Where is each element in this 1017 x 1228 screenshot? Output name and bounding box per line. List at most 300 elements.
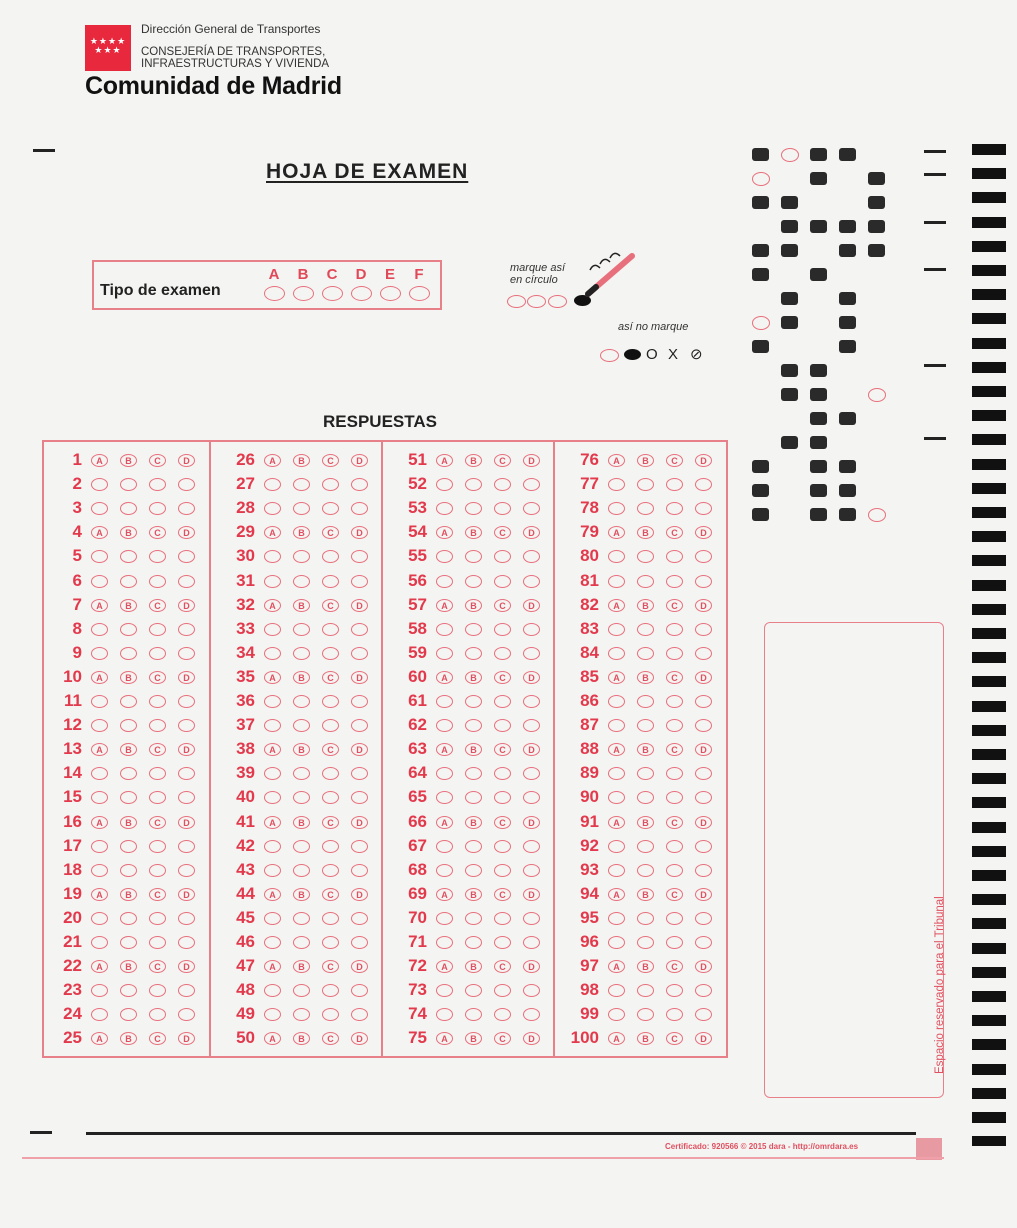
answer-bubble-a[interactable] [436, 912, 453, 925]
answer-bubble-c[interactable] [494, 719, 511, 732]
answer-bubble-a[interactable]: A [91, 1032, 108, 1045]
answer-bubble-b[interactable]: B [465, 671, 482, 684]
answer-bubble-a[interactable] [436, 647, 453, 660]
answer-bubble-b[interactable]: B [293, 454, 310, 467]
answer-bubble-d[interactable]: D [695, 454, 712, 467]
answer-bubble-a[interactable] [436, 791, 453, 804]
answer-bubble-c[interactable] [666, 912, 683, 925]
answer-bubble-b[interactable] [120, 719, 137, 732]
answer-bubble-a[interactable] [436, 984, 453, 997]
answer-bubble-a[interactable] [436, 936, 453, 949]
answer-bubble-b[interactable] [465, 647, 482, 660]
answer-bubble-a[interactable] [264, 912, 281, 925]
answer-bubble-d[interactable] [523, 767, 540, 780]
answer-bubble-b[interactable]: B [465, 454, 482, 467]
answer-bubble-c[interactable] [666, 502, 683, 515]
answer-bubble-c[interactable] [666, 478, 683, 491]
answer-bubble-a[interactable]: A [436, 671, 453, 684]
answer-bubble-b[interactable]: B [465, 1032, 482, 1045]
answer-bubble-b[interactable]: B [120, 816, 137, 829]
answer-bubble-a[interactable]: A [264, 454, 281, 467]
answer-bubble-a[interactable] [264, 478, 281, 491]
answer-bubble-c[interactable] [322, 575, 339, 588]
answer-bubble-a[interactable]: A [264, 599, 281, 612]
answer-bubble-c[interactable] [149, 647, 166, 660]
answer-bubble-b[interactable]: B [120, 599, 137, 612]
answer-bubble-d[interactable] [523, 550, 540, 563]
answer-bubble-c[interactable]: C [494, 526, 511, 539]
answer-bubble-c[interactable] [494, 840, 511, 853]
answer-bubble-d[interactable] [178, 840, 195, 853]
answer-bubble-d[interactable]: D [523, 599, 540, 612]
answer-bubble-d[interactable] [178, 719, 195, 732]
answer-bubble-a[interactable]: A [608, 816, 625, 829]
answer-bubble-a[interactable]: A [608, 454, 625, 467]
answer-bubble-d[interactable] [351, 478, 368, 491]
answer-bubble-a[interactable] [608, 767, 625, 780]
answer-bubble-b[interactable] [120, 478, 137, 491]
answer-bubble-a[interactable] [436, 719, 453, 732]
answer-bubble-c[interactable] [666, 1008, 683, 1021]
answer-bubble-c[interactable]: C [494, 599, 511, 612]
answer-bubble-c[interactable] [666, 864, 683, 877]
answer-bubble-d[interactable] [523, 502, 540, 515]
answer-bubble-a[interactable] [91, 912, 108, 925]
answer-bubble-d[interactable] [178, 647, 195, 660]
answer-bubble-b[interactable] [637, 550, 654, 563]
answer-bubble-d[interactable]: D [695, 526, 712, 539]
answer-bubble-a[interactable] [91, 695, 108, 708]
answer-bubble-a[interactable] [264, 840, 281, 853]
answer-bubble-b[interactable] [637, 791, 654, 804]
answer-bubble-a[interactable] [608, 791, 625, 804]
answer-bubble-c[interactable] [666, 550, 683, 563]
answer-bubble-b[interactable] [293, 550, 310, 563]
answer-bubble-d[interactable] [695, 791, 712, 804]
answer-bubble-c[interactable] [494, 1008, 511, 1021]
answer-bubble-d[interactable]: D [695, 599, 712, 612]
answer-bubble-c[interactable]: C [494, 743, 511, 756]
answer-bubble-c[interactable]: C [666, 454, 683, 467]
answer-bubble-b[interactable]: B [293, 888, 310, 901]
answer-bubble-c[interactable]: C [494, 1032, 511, 1045]
answer-bubble-b[interactable]: B [465, 526, 482, 539]
answer-bubble-c[interactable] [322, 623, 339, 636]
answer-bubble-a[interactable]: A [608, 1032, 625, 1045]
answer-bubble-b[interactable] [293, 575, 310, 588]
tipo-bubble-e[interactable] [380, 286, 401, 301]
answer-bubble-c[interactable] [666, 767, 683, 780]
answer-bubble-a[interactable]: A [91, 671, 108, 684]
answer-bubble-d[interactable] [695, 767, 712, 780]
answer-bubble-c[interactable] [149, 550, 166, 563]
answer-bubble-b[interactable] [637, 478, 654, 491]
answer-bubble-c[interactable] [322, 647, 339, 660]
answer-bubble-a[interactable] [264, 695, 281, 708]
answer-bubble-c[interactable] [666, 719, 683, 732]
answer-bubble-b[interactable] [120, 550, 137, 563]
answer-bubble-c[interactable] [149, 864, 166, 877]
answer-bubble-b[interactable]: B [120, 960, 137, 973]
answer-bubble-d[interactable] [695, 864, 712, 877]
answer-bubble-a[interactable] [264, 767, 281, 780]
answer-bubble-b[interactable] [637, 864, 654, 877]
answer-bubble-c[interactable] [149, 936, 166, 949]
answer-bubble-d[interactable] [178, 791, 195, 804]
answer-bubble-b[interactable] [465, 550, 482, 563]
answer-bubble-d[interactable] [523, 719, 540, 732]
answer-bubble-a[interactable] [91, 1008, 108, 1021]
answer-bubble-b[interactable] [120, 695, 137, 708]
answer-bubble-a[interactable]: A [91, 888, 108, 901]
answer-bubble-a[interactable]: A [91, 526, 108, 539]
answer-bubble-c[interactable] [149, 695, 166, 708]
answer-bubble-c[interactable] [666, 695, 683, 708]
answer-bubble-d[interactable] [178, 1008, 195, 1021]
answer-bubble-d[interactable] [351, 767, 368, 780]
answer-bubble-d[interactable] [523, 791, 540, 804]
answer-bubble-b[interactable] [465, 912, 482, 925]
answer-bubble-b[interactable] [293, 936, 310, 949]
answer-bubble-b[interactable] [465, 695, 482, 708]
answer-bubble-c[interactable]: C [322, 960, 339, 973]
answer-bubble-a[interactable] [436, 840, 453, 853]
answer-bubble-b[interactable] [120, 791, 137, 804]
answer-bubble-b[interactable] [120, 767, 137, 780]
answer-bubble-d[interactable] [695, 550, 712, 563]
answer-bubble-a[interactable]: A [608, 888, 625, 901]
answer-bubble-b[interactable]: B [637, 960, 654, 973]
answer-bubble-d[interactable] [178, 575, 195, 588]
answer-bubble-d[interactable] [695, 984, 712, 997]
answer-bubble-a[interactable] [436, 767, 453, 780]
answer-bubble-a[interactable] [608, 695, 625, 708]
answer-bubble-b[interactable] [465, 623, 482, 636]
answer-bubble-c[interactable] [494, 502, 511, 515]
answer-bubble-d[interactable] [351, 550, 368, 563]
answer-bubble-c[interactable] [322, 1008, 339, 1021]
answer-bubble-b[interactable] [120, 1008, 137, 1021]
answer-bubble-a[interactable] [608, 840, 625, 853]
answer-bubble-d[interactable]: D [178, 1032, 195, 1045]
answer-bubble-b[interactable] [120, 912, 137, 925]
answer-bubble-d[interactable] [523, 478, 540, 491]
answer-bubble-a[interactable] [264, 719, 281, 732]
answer-bubble-b[interactable] [293, 791, 310, 804]
answer-bubble-d[interactable]: D [178, 671, 195, 684]
answer-bubble-b[interactable]: B [637, 743, 654, 756]
answer-bubble-d[interactable]: D [695, 671, 712, 684]
answer-bubble-c[interactable]: C [149, 599, 166, 612]
answer-bubble-d[interactable] [695, 840, 712, 853]
answer-bubble-d[interactable] [351, 840, 368, 853]
answer-bubble-c[interactable]: C [322, 454, 339, 467]
answer-bubble-b[interactable] [465, 984, 482, 997]
answer-bubble-d[interactable]: D [351, 888, 368, 901]
answer-bubble-a[interactable] [264, 1008, 281, 1021]
answer-bubble-c[interactable] [494, 623, 511, 636]
answer-bubble-d[interactable] [351, 912, 368, 925]
answer-bubble-a[interactable]: A [436, 526, 453, 539]
answer-bubble-c[interactable] [494, 550, 511, 563]
answer-bubble-d[interactable] [523, 647, 540, 660]
answer-bubble-b[interactable]: B [293, 1032, 310, 1045]
answer-bubble-a[interactable] [264, 550, 281, 563]
answer-bubble-c[interactable]: C [149, 743, 166, 756]
answer-bubble-b[interactable]: B [637, 454, 654, 467]
answer-bubble-d[interactable]: D [351, 454, 368, 467]
answer-bubble-b[interactable]: B [120, 1032, 137, 1045]
answer-bubble-d[interactable] [351, 936, 368, 949]
answer-bubble-b[interactable]: B [120, 526, 137, 539]
answer-bubble-a[interactable]: A [436, 743, 453, 756]
answer-bubble-d[interactable]: D [695, 1032, 712, 1045]
answer-bubble-a[interactable] [91, 791, 108, 804]
answer-bubble-d[interactable]: D [695, 743, 712, 756]
answer-bubble-c[interactable] [322, 550, 339, 563]
answer-bubble-d[interactable] [523, 695, 540, 708]
answer-bubble-c[interactable] [494, 478, 511, 491]
answer-bubble-c[interactable] [666, 936, 683, 949]
answer-bubble-b[interactable]: B [120, 454, 137, 467]
answer-bubble-b[interactable] [120, 864, 137, 877]
answer-bubble-b[interactable] [637, 840, 654, 853]
answer-bubble-a[interactable]: A [608, 599, 625, 612]
answer-bubble-b[interactable]: B [120, 888, 137, 901]
answer-bubble-b[interactable] [293, 695, 310, 708]
answer-bubble-d[interactable]: D [523, 816, 540, 829]
answer-bubble-a[interactable] [91, 984, 108, 997]
answer-bubble-c[interactable]: C [149, 671, 166, 684]
answer-bubble-b[interactable]: B [637, 1032, 654, 1045]
answer-bubble-c[interactable]: C [322, 671, 339, 684]
answer-bubble-a[interactable] [91, 767, 108, 780]
answer-bubble-a[interactable]: A [264, 743, 281, 756]
answer-bubble-c[interactable]: C [149, 888, 166, 901]
answer-bubble-d[interactable] [351, 647, 368, 660]
answer-bubble-a[interactable] [608, 550, 625, 563]
answer-bubble-b[interactable]: B [465, 599, 482, 612]
answer-bubble-b[interactable] [637, 623, 654, 636]
answer-bubble-d[interactable]: D [178, 599, 195, 612]
tipo-bubble-a[interactable] [264, 286, 285, 301]
answer-bubble-c[interactable]: C [322, 743, 339, 756]
answer-bubble-a[interactable]: A [91, 599, 108, 612]
answer-bubble-d[interactable]: D [695, 888, 712, 901]
answer-bubble-a[interactable] [264, 984, 281, 997]
answer-bubble-a[interactable] [264, 864, 281, 877]
answer-bubble-a[interactable] [436, 623, 453, 636]
answer-bubble-b[interactable]: B [293, 526, 310, 539]
answer-bubble-d[interactable] [695, 719, 712, 732]
answer-bubble-a[interactable] [91, 936, 108, 949]
answer-bubble-a[interactable] [436, 575, 453, 588]
answer-bubble-d[interactable] [695, 695, 712, 708]
answer-bubble-d[interactable]: D [351, 671, 368, 684]
answer-bubble-b[interactable] [293, 647, 310, 660]
answer-bubble-c[interactable] [149, 575, 166, 588]
answer-bubble-c[interactable]: C [494, 671, 511, 684]
answer-bubble-b[interactable]: B [637, 599, 654, 612]
answer-bubble-c[interactable]: C [666, 888, 683, 901]
answer-bubble-a[interactable] [436, 502, 453, 515]
answer-bubble-b[interactable] [465, 719, 482, 732]
answer-bubble-c[interactable] [666, 791, 683, 804]
answer-bubble-d[interactable] [178, 767, 195, 780]
answer-bubble-a[interactable]: A [436, 960, 453, 973]
answer-bubble-d[interactable] [523, 912, 540, 925]
answer-bubble-d[interactable] [695, 478, 712, 491]
answer-bubble-a[interactable] [264, 936, 281, 949]
answer-bubble-c[interactable]: C [149, 960, 166, 973]
answer-bubble-b[interactable]: B [293, 743, 310, 756]
answer-bubble-c[interactable] [322, 695, 339, 708]
answer-bubble-a[interactable] [608, 936, 625, 949]
answer-bubble-b[interactable]: B [120, 743, 137, 756]
answer-bubble-a[interactable] [91, 478, 108, 491]
answer-bubble-d[interactable] [178, 478, 195, 491]
tipo-bubble-b[interactable] [293, 286, 314, 301]
answer-bubble-b[interactable] [637, 767, 654, 780]
answer-bubble-a[interactable]: A [264, 671, 281, 684]
answer-bubble-a[interactable] [436, 478, 453, 491]
answer-bubble-b[interactable] [465, 864, 482, 877]
answer-bubble-c[interactable] [494, 864, 511, 877]
answer-bubble-a[interactable] [436, 864, 453, 877]
answer-bubble-d[interactable]: D [523, 1032, 540, 1045]
answer-bubble-c[interactable] [149, 767, 166, 780]
answer-bubble-c[interactable] [494, 575, 511, 588]
answer-bubble-c[interactable]: C [666, 671, 683, 684]
answer-bubble-a[interactable] [264, 502, 281, 515]
answer-bubble-b[interactable] [465, 1008, 482, 1021]
answer-bubble-a[interactable]: A [264, 888, 281, 901]
answer-bubble-c[interactable] [322, 912, 339, 925]
answer-bubble-c[interactable] [322, 767, 339, 780]
answer-bubble-a[interactable] [91, 502, 108, 515]
answer-bubble-d[interactable] [523, 984, 540, 997]
answer-bubble-a[interactable]: A [264, 1032, 281, 1045]
answer-bubble-b[interactable]: B [120, 671, 137, 684]
answer-bubble-d[interactable] [178, 550, 195, 563]
answer-bubble-c[interactable]: C [322, 599, 339, 612]
answer-bubble-c[interactable] [666, 840, 683, 853]
answer-bubble-b[interactable] [637, 719, 654, 732]
answer-bubble-a[interactable]: A [608, 960, 625, 973]
answer-bubble-b[interactable] [293, 502, 310, 515]
answer-bubble-a[interactable] [91, 719, 108, 732]
answer-bubble-d[interactable] [351, 791, 368, 804]
answer-bubble-a[interactable]: A [264, 960, 281, 973]
answer-bubble-d[interactable] [695, 1008, 712, 1021]
answer-bubble-d[interactable] [351, 575, 368, 588]
answer-bubble-b[interactable] [637, 912, 654, 925]
answer-bubble-d[interactable] [178, 984, 195, 997]
answer-bubble-a[interactable] [436, 1008, 453, 1021]
answer-bubble-d[interactable] [351, 864, 368, 877]
answer-bubble-c[interactable] [149, 719, 166, 732]
answer-bubble-a[interactable] [608, 502, 625, 515]
answer-bubble-d[interactable]: D [178, 816, 195, 829]
answer-bubble-b[interactable] [637, 502, 654, 515]
answer-bubble-a[interactable]: A [91, 816, 108, 829]
answer-bubble-c[interactable]: C [322, 526, 339, 539]
answer-bubble-c[interactable] [666, 623, 683, 636]
answer-bubble-b[interactable] [293, 478, 310, 491]
answer-bubble-a[interactable]: A [436, 454, 453, 467]
tipo-bubble-c[interactable] [322, 286, 343, 301]
answer-bubble-c[interactable]: C [149, 454, 166, 467]
answer-bubble-b[interactable] [637, 647, 654, 660]
answer-bubble-c[interactable]: C [666, 743, 683, 756]
answer-bubble-a[interactable] [608, 478, 625, 491]
answer-bubble-c[interactable] [494, 767, 511, 780]
answer-bubble-b[interactable] [465, 575, 482, 588]
answer-bubble-d[interactable] [523, 623, 540, 636]
answer-bubble-b[interactable]: B [465, 888, 482, 901]
answer-bubble-d[interactable] [695, 575, 712, 588]
answer-bubble-a[interactable] [608, 623, 625, 636]
answer-bubble-d[interactable]: D [351, 743, 368, 756]
answer-bubble-a[interactable] [608, 575, 625, 588]
answer-bubble-a[interactable] [91, 550, 108, 563]
answer-bubble-b[interactable] [120, 647, 137, 660]
answer-bubble-a[interactable] [608, 1008, 625, 1021]
answer-bubble-d[interactable]: D [523, 888, 540, 901]
answer-bubble-a[interactable]: A [436, 888, 453, 901]
answer-bubble-a[interactable]: A [608, 671, 625, 684]
answer-bubble-b[interactable] [293, 864, 310, 877]
answer-bubble-b[interactable] [465, 840, 482, 853]
answer-bubble-d[interactable]: D [178, 743, 195, 756]
answer-bubble-a[interactable] [436, 550, 453, 563]
answer-bubble-b[interactable]: B [637, 671, 654, 684]
answer-bubble-d[interactable]: D [178, 526, 195, 539]
answer-bubble-a[interactable]: A [608, 743, 625, 756]
answer-bubble-b[interactable] [465, 791, 482, 804]
answer-bubble-a[interactable] [91, 623, 108, 636]
answer-bubble-d[interactable] [351, 502, 368, 515]
answer-bubble-d[interactable]: D [695, 960, 712, 973]
answer-bubble-b[interactable]: B [465, 816, 482, 829]
answer-bubble-a[interactable]: A [608, 526, 625, 539]
answer-bubble-c[interactable] [494, 647, 511, 660]
answer-bubble-c[interactable]: C [666, 1032, 683, 1045]
answer-bubble-d[interactable] [523, 1008, 540, 1021]
answer-bubble-d[interactable] [178, 864, 195, 877]
answer-bubble-c[interactable] [494, 912, 511, 925]
answer-bubble-c[interactable] [494, 695, 511, 708]
answer-bubble-c[interactable]: C [494, 888, 511, 901]
answer-bubble-d[interactable]: D [178, 888, 195, 901]
answer-bubble-c[interactable] [322, 478, 339, 491]
answer-bubble-b[interactable] [637, 936, 654, 949]
answer-bubble-d[interactable] [351, 984, 368, 997]
answer-bubble-d[interactable] [178, 623, 195, 636]
answer-bubble-a[interactable]: A [91, 454, 108, 467]
answer-bubble-d[interactable]: D [523, 526, 540, 539]
answer-bubble-d[interactable]: D [351, 960, 368, 973]
answer-bubble-a[interactable] [264, 575, 281, 588]
answer-bubble-d[interactable] [351, 623, 368, 636]
tipo-bubble-d[interactable] [351, 286, 372, 301]
answer-bubble-c[interactable]: C [494, 454, 511, 467]
answer-bubble-d[interactable] [695, 936, 712, 949]
answer-bubble-a[interactable]: A [436, 1032, 453, 1045]
answer-bubble-d[interactable] [351, 719, 368, 732]
answer-bubble-c[interactable] [322, 936, 339, 949]
answer-bubble-b[interactable] [120, 623, 137, 636]
